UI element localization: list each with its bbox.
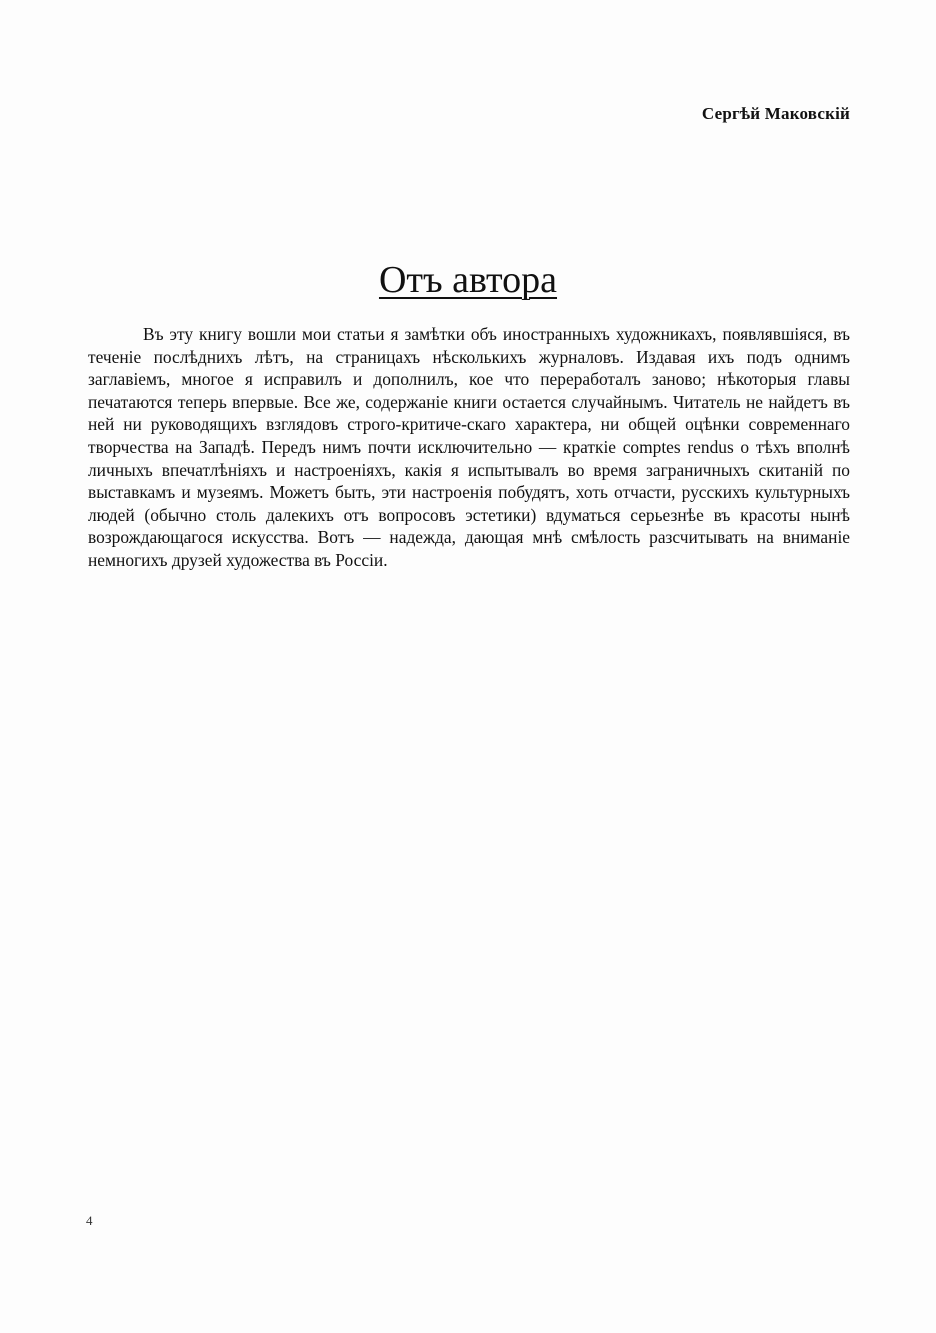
body-paragraph: Въ эту книгу вошли мои статьи я замѣтки объ иностранныхъ художникахъ, появлявшіяся, въ теченіе послѣднихъ лѣтъ, на страницахъ нѣсколькихъ журналовъ. Издавая ихъ подъ однимъ заглавіемъ, многое я исправилъ и дополнилъ, кое что переработалъ заново; нѣкоторыя главы печатаются теперь впервые. Все же, содержаніе книги остается случайнымъ. Читатель не найдетъ въ ней ни руководящихъ взглядовъ строго-критиче-скаго характера, ни общей оцѣнки современнаго творчества на Западѣ. Передъ нимъ почти исключительно — краткіе comptes rendus о тѣхъ вполнѣ личныхъ впечатлѣніяхъ и настроеніяхъ, какія я испытывалъ во время заграничныхъ скитаній по выставкамъ и музеямъ. Можетъ быть, эти настроенія побудятъ, хоть отчасти, русскихъ культурныхъ людей (обычно столь далекихъ отъ вопросовъ эстетики) вдуматься серьезнѣе въ красоты нынѣ возрождающагося искусства. Вотъ — надежда, дающая мнѣ смѣлость разсчитывать на вниманіе немногихъ друзей художества въ Россіи.	[88, 324, 850, 570]
chapter-title: Отъ автора	[378, 259, 558, 301]
page-number: 4	[86, 1213, 93, 1228]
running-header-author: Сергѣй Маковскій	[701, 104, 850, 123]
